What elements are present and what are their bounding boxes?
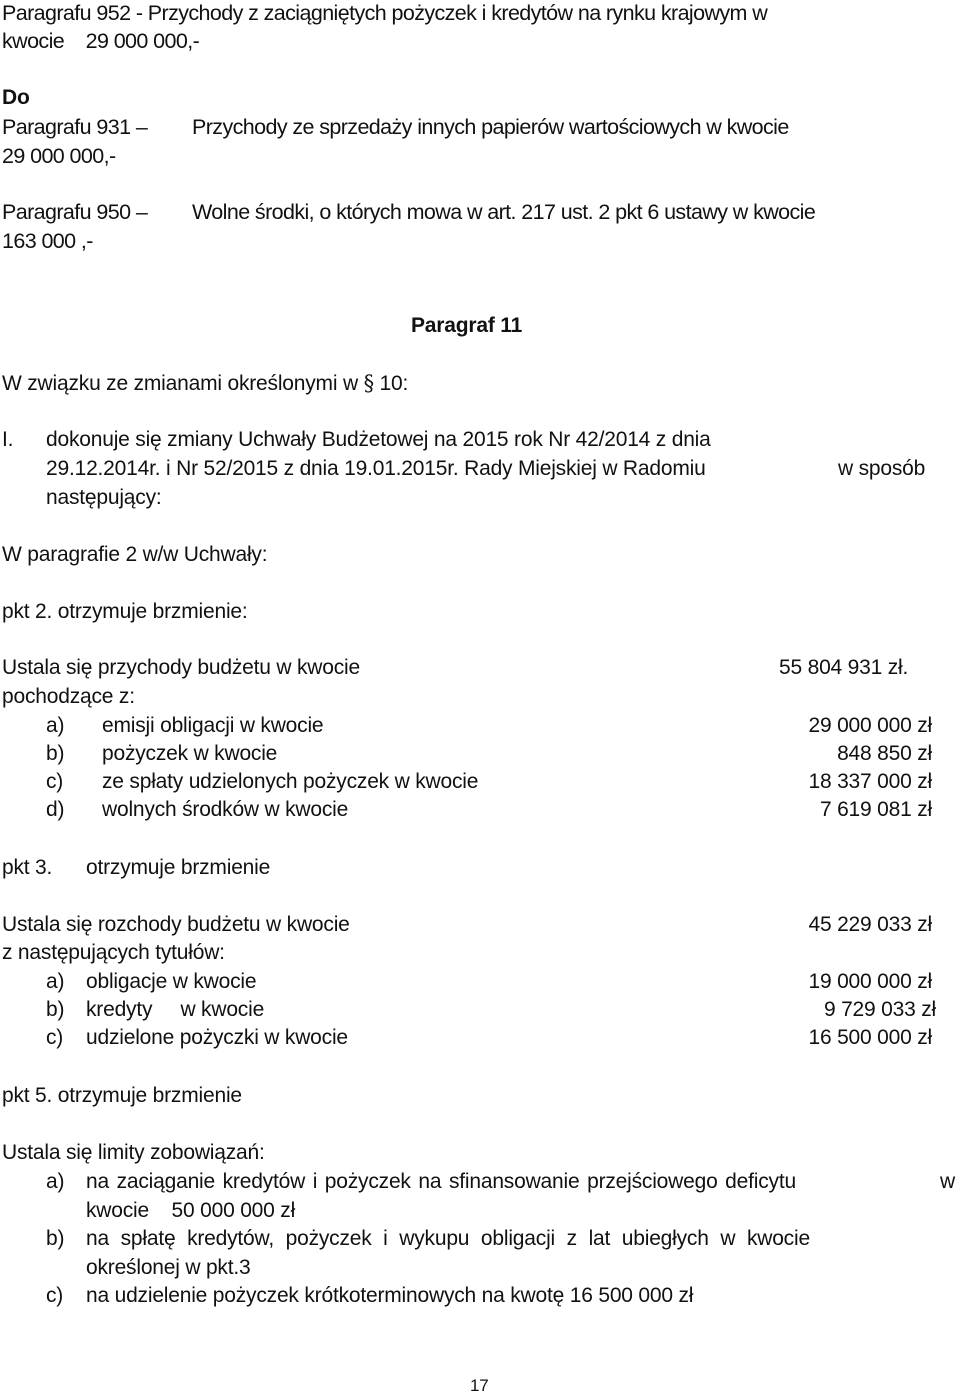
list-item-letter: b) (46, 742, 65, 765)
page-number: 17 (470, 1376, 489, 1395)
p950-label: Paragrafu 950 – (2, 200, 148, 224)
pkt2-title: pkt 2. otrzymuje brzmienie: (2, 600, 248, 623)
p950-desc: Wolne środki, o których mowa w art. 217 ust. 2 pkt 6 ustawy w kwocie (192, 200, 816, 224)
list-item-label: pożyczek w kwocie (102, 742, 278, 765)
page-heading: Paragraf 11 (411, 314, 523, 337)
pkt5-title: pkt 5. otrzymuje brzmienie (2, 1084, 242, 1107)
item-i-line3: następujący: (46, 486, 162, 509)
pkt2-total-value: 55 804 931 zł. (779, 656, 909, 679)
intro-text: W związku ze zmianami określonymi w (2, 372, 364, 395)
item-i-number: I. (2, 428, 14, 451)
pkt3-number: pkt 3. (2, 856, 53, 879)
list-item-letter: a) (46, 1170, 65, 1193)
pkt2-from: pochodzące z: (2, 685, 135, 708)
list-item-value: 19 000 000 zł (808, 970, 932, 993)
pkt3-total-label: Ustala się rozchody budżetu w kwocie (2, 913, 350, 936)
list-item-value: 16 500 000 zł (808, 1026, 932, 1049)
intro-line (2, 370, 408, 397)
list-item-line2: określonej w pkt.3 (86, 1256, 251, 1279)
list-item-letter: d) (46, 798, 65, 821)
list-item-value: 9 729 033 zł (823, 998, 936, 1021)
list-item-label: udzielone pożyczki w kwocie (86, 1026, 348, 1049)
list-item-letter: b) (46, 1227, 65, 1250)
list-item-letter: c) (46, 1284, 64, 1307)
item-i-line1: dokonuje się zmiany Uchwały Budżetowej na 2015 rok Nr 42/2014 z dnia (46, 428, 711, 451)
section-sign-icon: § (363, 371, 374, 395)
list-item-label: wolnych środków w kwocie (102, 798, 349, 821)
list-item-letter: c) (46, 770, 64, 793)
list-item-line1: na spłatę kredytów, pożyczek i wykupu obligacji z lat ubiegłych w kwocie (86, 1227, 810, 1250)
intro-suffix: 10: (379, 372, 409, 395)
do-label: Do (2, 86, 30, 109)
list-item-line1-end: w (940, 1170, 955, 1193)
list-item-value: 7 619 081 zł (819, 798, 932, 821)
para2-label: W paragrafie 2 w/w Uchwały: (2, 543, 268, 566)
list-item-value: 18 337 000 zł (808, 770, 932, 793)
p931-desc: Przychody ze sprzedaży innych papierów wartościowych w kwocie (192, 115, 789, 139)
list-item-letter: b) (46, 998, 65, 1021)
list-item-line2: kwocie 50 000 000 zł (86, 1199, 296, 1222)
list-item-value: 848 850 zł (837, 742, 932, 765)
p931-amount: 29 000 000,- (2, 144, 116, 168)
p952-line1: Paragrafu 952 - Przychody z zaciągniętych pożyczek i kredytów na rynku krajowym w (2, 1, 768, 25)
list-item-label: obligacje w kwocie (86, 970, 257, 993)
list-item-label: emisji obligacji w kwocie (102, 714, 324, 737)
list-item-line1: na udzielenie pożyczek krótkoterminowych na kwotę 16 500 000 zł (86, 1284, 694, 1307)
pkt5-intro: Ustala się limity zobowiązań: (2, 1141, 265, 1164)
list-item-value: 29 000 000 zł (808, 714, 932, 737)
list-item-line1: na zaciąganie kredytów i pożyczek na sfinansowanie przejściowego deficytu (86, 1170, 796, 1193)
p931-label: Paragrafu 931 – (2, 115, 148, 139)
item-i-line2: 29.12.2014r. i Nr 52/2015 z dnia 19.01.2015r. Rady Miejskiej w Radomiu (46, 457, 706, 480)
pkt3-total-value: 45 229 033 zł (808, 913, 932, 936)
pkt3-from: z następujących tytułów: (2, 941, 225, 964)
list-item-letter: c) (46, 1026, 64, 1049)
p952-line2: kwocie 29 000 000,- (2, 29, 200, 53)
list-item-letter: a) (46, 970, 65, 993)
pkt2-total-label: Ustala się przychody budżetu w kwocie (2, 656, 360, 679)
pkt3-title: otrzymuje brzmienie (86, 856, 271, 879)
list-item-letter: a) (46, 714, 65, 737)
list-item-label: ze spłaty udzielonych pożyczek w kwocie (102, 770, 479, 793)
item-i-line2-end: w sposób (838, 457, 926, 480)
list-item-label: kredyty w kwocie (86, 998, 265, 1021)
p950-amount: 163 000 ,- (2, 229, 93, 253)
